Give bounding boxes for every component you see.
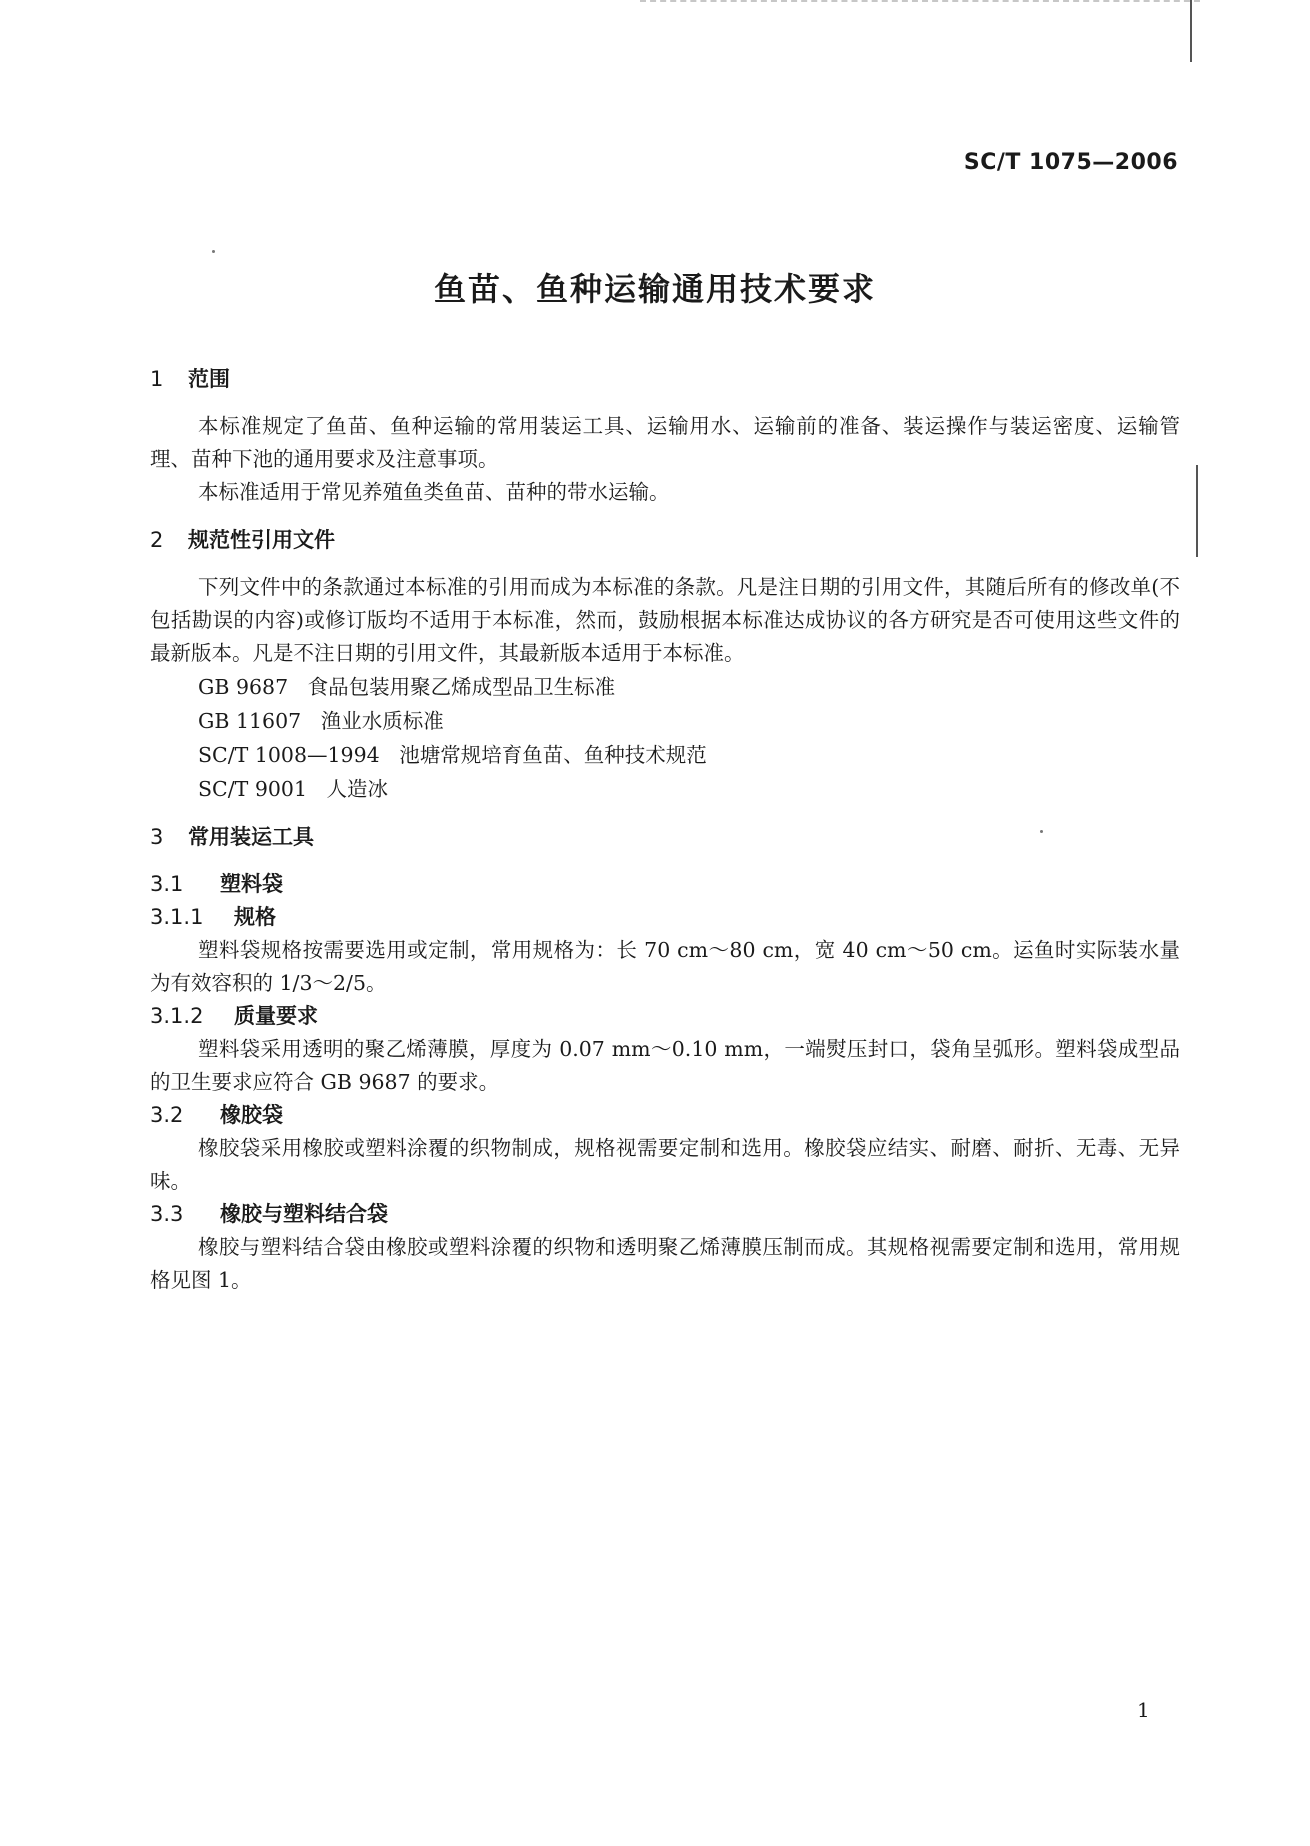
section-heading-1: [150, 362, 1180, 396]
subsection-title: 橡胶与塑料结合袋: [220, 1202, 388, 1226]
reference-item: GB 11607 渔业水质标准: [198, 709, 444, 733]
scan-edge-line: [1190, 0, 1192, 62]
scan-speck: [212, 250, 215, 253]
paragraph: 下列文件中的条款通过本标准的引用而成为本标准的条款。凡是注日期的引用文件，其随后所有的修改单(不包括勘误的内容)或修订版均不适用于本标准，然而，鼓励根据本标准达成协议的各方研究是否可使用这些文件的最新版本。凡是不注日期的引用文件，其最新版本适用于本标准。: [150, 575, 1180, 665]
paragraph: 橡胶与塑料结合袋由橡胶或塑料涂覆的织物和透明聚乙烯薄膜压制而成。其规格视需要定制和选用，常用规格见图 1。: [150, 1235, 1180, 1292]
reference-item: SC/T 1008—1994 池塘常规培育鱼苗、鱼种技术规范: [198, 743, 707, 767]
subsection-number: 3.1.1: [150, 905, 204, 929]
section-title: 规范性引用文件: [188, 528, 335, 552]
section-number: 2: [150, 528, 164, 552]
section-number: 1: [150, 367, 164, 391]
subsection-number: 3.3: [150, 1202, 184, 1226]
paragraph: 本标准适用于常见养殖鱼类鱼苗、苗种的带水运输。: [198, 480, 670, 504]
page-number: 1: [1137, 1698, 1150, 1722]
subsection-heading-3-1: [150, 868, 1180, 901]
paragraph: 塑料袋采用透明的聚乙烯薄膜，厚度为 0.07 mm～0.10 mm，一端熨压封口，袋角呈弧形。塑料袋成型品的卫生要求应符合 GB 9687 的要求。: [150, 1037, 1180, 1094]
section-heading-3: [150, 820, 1180, 854]
subsection-heading-3-1-1: [150, 901, 1180, 934]
section-number: 3: [150, 825, 164, 849]
section-heading-2: [150, 523, 1180, 557]
section-title: 常用装运工具: [188, 825, 314, 849]
section-title: 范围: [188, 367, 230, 391]
reference-item: GB 9687 食品包装用聚乙烯成型品卫生标准: [198, 675, 616, 699]
subsection-heading-3-1-2: [150, 1000, 1180, 1033]
reference-item: SC/T 9001 人造冰: [198, 777, 389, 801]
paragraph: 本标准规定了鱼苗、鱼种运输的常用装运工具、运输用水、运输前的准备、装运操作与装运密度、运输管理、苗种下池的通用要求及注意事项。: [150, 414, 1180, 471]
paragraph: 塑料袋规格按需要选用或定制，常用规格为：长 70 cm～80 cm，宽 40 cm～50 cm。运鱼时实际装水量为有效容积的 1/3～2/5。: [150, 938, 1180, 995]
subsection-number: 3.1.2: [150, 1004, 204, 1028]
subsection-heading-3-2: [150, 1099, 1180, 1132]
standard-code: SC/T 1075—2006: [963, 150, 1178, 175]
subsection-number: 3.2: [150, 1103, 184, 1127]
subsection-title: 质量要求: [234, 1004, 318, 1028]
subsection-heading-3-3: [150, 1198, 1180, 1231]
scan-edge-line: [1196, 465, 1198, 557]
paragraph: 橡胶袋采用橡胶或塑料涂覆的织物制成，规格视需要定制和选用。橡胶袋应结实、耐磨、耐折、无毒、无异味。: [150, 1136, 1180, 1193]
document-title: 鱼苗、鱼种运输通用技术要求: [433, 270, 876, 308]
subsection-title: 塑料袋: [220, 872, 283, 896]
subsection-title: 橡胶袋: [220, 1103, 283, 1127]
document-body: [150, 362, 1180, 1297]
scan-artifact-top: [640, 0, 1200, 16]
subsection-title: 规格: [234, 905, 276, 929]
subsection-number: 3.1: [150, 872, 184, 896]
